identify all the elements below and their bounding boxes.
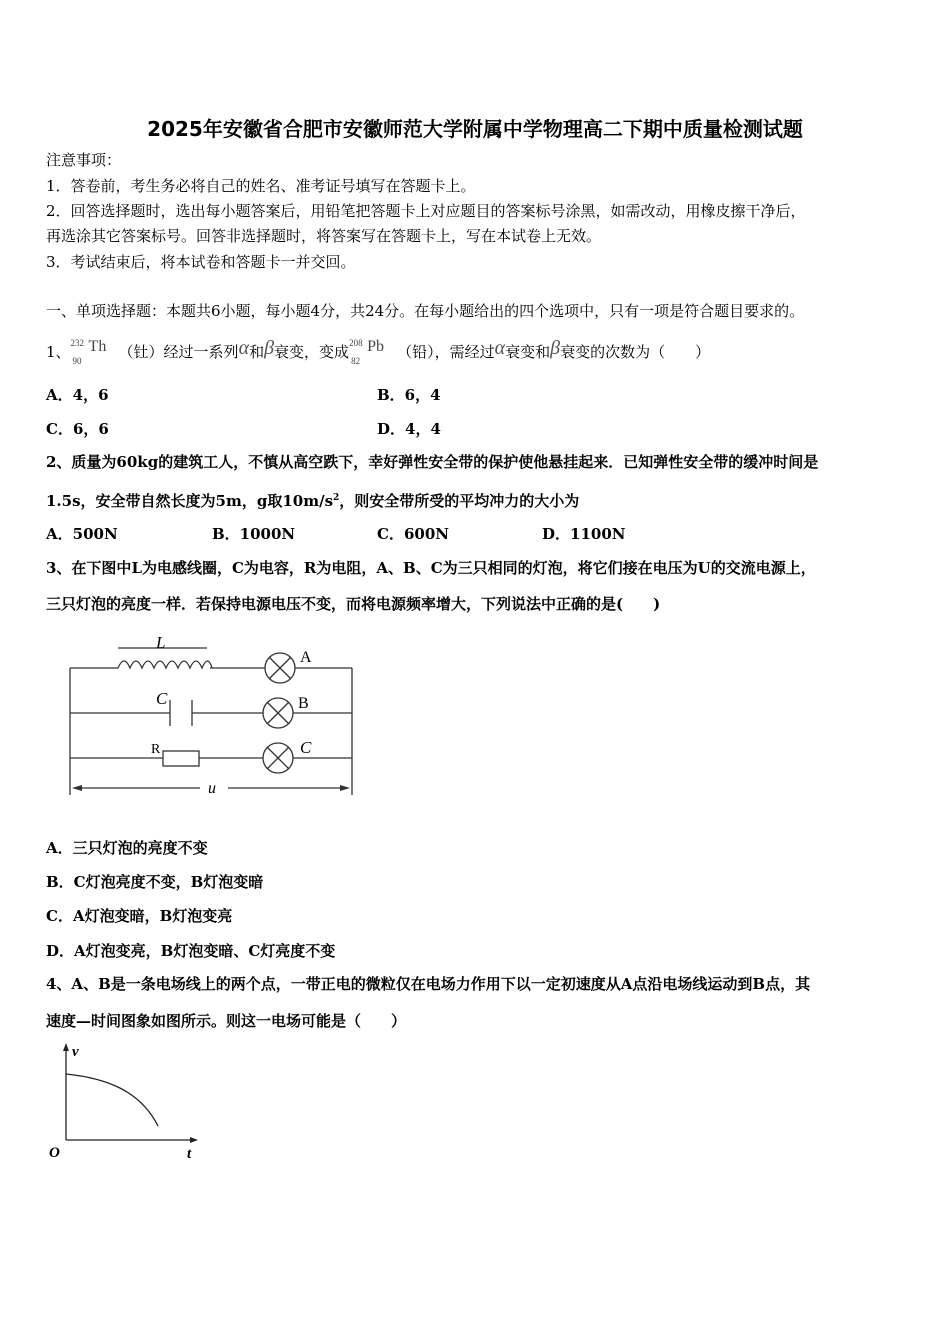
notice-item: 再选涂其它答案标号。回答非选择题时，将答案写在答题卡上，写在本试卷上无效。 xyxy=(46,227,602,245)
q4-line2: 速度—时间图象如图所示。则这一电场可能是（ ） xyxy=(46,1012,407,1030)
q1-text: 衰变，变成 xyxy=(274,343,350,361)
q3-line1: 3、在下图中L为电感线圈，C为电容，R为电阻，A、B、C为三只相同的灯泡，将它们接在电压为U的交流电源上， xyxy=(46,559,816,577)
page-title: 2025年安徽省合肥市安徽师范大学附属中学物理高二下期中质量检测试题 xyxy=(147,117,803,141)
label-R: R xyxy=(151,742,161,757)
q2-option-a: A．500N xyxy=(46,525,118,543)
velocity-time-graph xyxy=(45,1040,205,1165)
label-L: L xyxy=(156,633,166,652)
notice-item: 3．考试结束后，将本试卷和答题卡一并交回。 xyxy=(46,253,356,271)
circuit-diagram xyxy=(60,630,360,800)
origin-label: O xyxy=(49,1145,60,1161)
alpha-symbol: α xyxy=(238,337,250,359)
q2-line1: 2、质量为60kg的建筑工人，不慎从高空跌下，幸好弹性安全带的保护使他悬挂起来．已知弹性安全带的缓冲时间是 xyxy=(46,453,819,471)
section-heading: 一、单项选择题：本题共6小题，每小题4分，共24分。在每小题给出的四个选项中，只有一项是符合题目要求的。 xyxy=(46,302,805,320)
q1-text: 衰变和 xyxy=(505,343,551,361)
q2-option-b: B．1000N xyxy=(212,525,296,543)
notice-item: 1．答卷前，考生务必将自己的姓名、准考证号填写在答题卡上。 xyxy=(46,177,476,195)
q2-text: ，则安全带所受的平均冲力的大小为 xyxy=(339,492,580,510)
question-1 xyxy=(46,337,711,366)
label-B: B xyxy=(298,695,309,712)
q3-option-a: A．三只灯泡的亮度不变 xyxy=(46,839,208,857)
beta-symbol: β xyxy=(550,337,561,359)
label-C: C xyxy=(156,689,168,708)
label-u: u xyxy=(208,780,216,797)
mass-number: 208 xyxy=(349,338,363,348)
axis-label-t: t xyxy=(187,1146,192,1162)
q2-line2 xyxy=(46,488,579,511)
element-symbol: Th xyxy=(88,338,107,355)
beta-symbol: β xyxy=(264,337,275,359)
mass-number: 232 xyxy=(70,338,85,348)
q1-option-c: C．6，6 xyxy=(46,420,109,438)
q3-option-d: D．A灯泡变亮，B灯泡变暗、C灯亮度不变 xyxy=(46,942,336,960)
element-symbol: Pb xyxy=(367,338,384,355)
atomic-number: 82 xyxy=(351,356,361,366)
q1-option-b: B．6，4 xyxy=(377,386,441,404)
q2-option-d: D．1100N xyxy=(542,525,626,543)
q2-option-c: C．600N xyxy=(377,525,449,543)
q1-text: 和 xyxy=(249,343,265,361)
atomic-number: 90 xyxy=(72,356,82,366)
q4-line1: 4、A、B是一条电场线上的两个点，一带正电的微粒仅在电场力作用下以一定初速度从A点沿电场线运动到B点，其 xyxy=(46,975,811,993)
q1-option-a: A．4，6 xyxy=(46,386,109,404)
notice-heading: 注意事项： xyxy=(46,151,122,169)
q1-text: （钍）经过一系列 xyxy=(118,343,239,361)
q3-option-c: C．A灯泡变暗，B灯泡变亮 xyxy=(46,907,233,925)
axis-label-v: v xyxy=(72,1044,79,1060)
q1-option-d: D．4，4 xyxy=(377,420,441,438)
lead-nuclide xyxy=(349,338,397,366)
q2-text: 1.5s，安全带自然长度为5m，g取10m/s xyxy=(46,492,334,510)
alpha-symbol: α xyxy=(494,337,506,359)
thorium-nuclide xyxy=(70,338,119,366)
label-A: A xyxy=(300,649,312,666)
q1-text: 衰变的次数为（ ） xyxy=(560,343,711,361)
notice-item: 2．回答选择题时，选出每小题答案后，用铅笔把答题卡上对应题目的答案标号涂黑，如需改动，用橡皮擦干净后， xyxy=(46,202,806,220)
q3-line2: 三只灯泡的亮度一样．若保持电源电压不变，而将电源频率增大，下列说法中正确的是( ) xyxy=(46,595,661,613)
axis-arrow-icon xyxy=(63,1043,198,1143)
q1-number: 1、 xyxy=(46,343,71,361)
q3-option-b: B．C灯泡亮度不变，B灯泡变暗 xyxy=(46,873,264,891)
superscript: 2 xyxy=(333,493,340,503)
q1-text: （铅），需经过 xyxy=(397,343,495,361)
label-C-bulb: C xyxy=(300,738,312,757)
